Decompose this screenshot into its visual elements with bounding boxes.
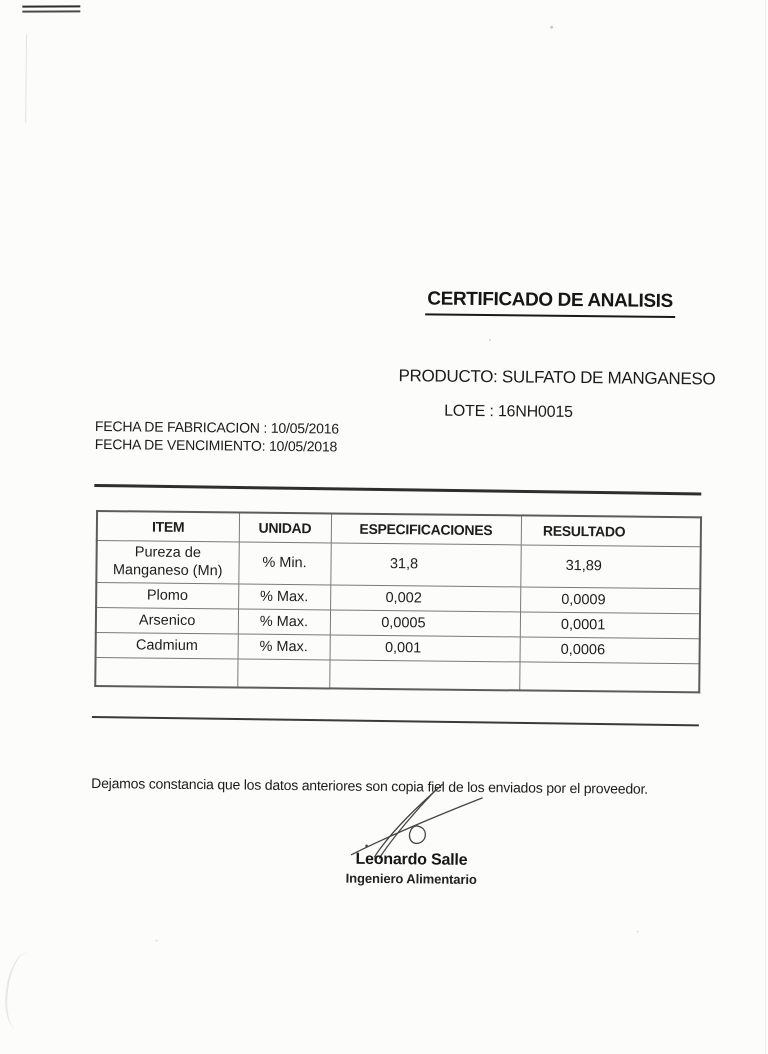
cell-resultado: 0,0009 [520, 586, 700, 613]
fabrication-date-line: FECHA DE FABRICACION : 10/05/2016 [94, 417, 339, 437]
scan-speck [156, 940, 158, 942]
cell-item: Cadmium [96, 632, 238, 658]
scan-edge-line [765, 0, 766, 1054]
cell-especificaciones: 0,0005 [330, 609, 520, 636]
signature-stroke-steep2 [379, 790, 435, 859]
cell-unidad: % Min. [238, 541, 330, 584]
cell-resultado: 0,0006 [520, 636, 700, 663]
cell-especificaciones: 31,8 [330, 542, 520, 586]
scan-mark-equals [22, 5, 80, 12]
cell-resultado: 31,89 [520, 544, 700, 588]
lot-line: LOTE : 16NH0015 [444, 402, 573, 421]
horizontal-rule-bottom [92, 716, 699, 726]
signer-name: Leonardo Salle [355, 850, 468, 869]
expiry-date-line: FECHA DE VENCIMIENTO: 10/05/2018 [94, 435, 338, 455]
document-title: CERTIFICADO DE ANALISIS [425, 288, 675, 318]
signature-loop [409, 826, 425, 844]
statement-paragraph: Dejamos constancia que los datos anteriores son copia fiel de los enviados por el proveedor. [91, 774, 649, 797]
cell-resultado: 0,0001 [520, 611, 700, 638]
cell-unidad: % Max. [238, 608, 330, 634]
cell-item: Plomo [96, 582, 238, 608]
horizontal-rule-top [94, 484, 701, 495]
cell-unidad: % Max. [238, 633, 330, 659]
col-header-item: ITEM [97, 511, 239, 541]
scan-speck [489, 339, 491, 341]
cell-especificaciones: 0,001 [330, 634, 520, 661]
scan-artifact-vline [25, 34, 27, 122]
col-header-resultado: RESULTADO [521, 515, 701, 546]
dates-block [95, 417, 339, 456]
scan-speck [550, 26, 553, 29]
signer-title: Ingeniero Alimentario [345, 870, 477, 887]
product-line: PRODUCTO: SULFATO DE MANGANESO [398, 366, 716, 389]
table-row [96, 540, 700, 588]
cell-unidad: % Max. [238, 583, 330, 609]
analysis-table [94, 510, 702, 693]
cell-item: Arsenico [96, 607, 238, 633]
col-header-especificaciones: ESPECIFICACIONES [331, 513, 521, 544]
cell-especificaciones: 0,002 [330, 584, 520, 611]
table-row-empty [95, 657, 699, 692]
scan-speck [637, 931, 639, 933]
col-header-unidad: UNIDAD [239, 512, 331, 542]
cell-item: Pureza de Manganeso (Mn) [96, 540, 238, 583]
